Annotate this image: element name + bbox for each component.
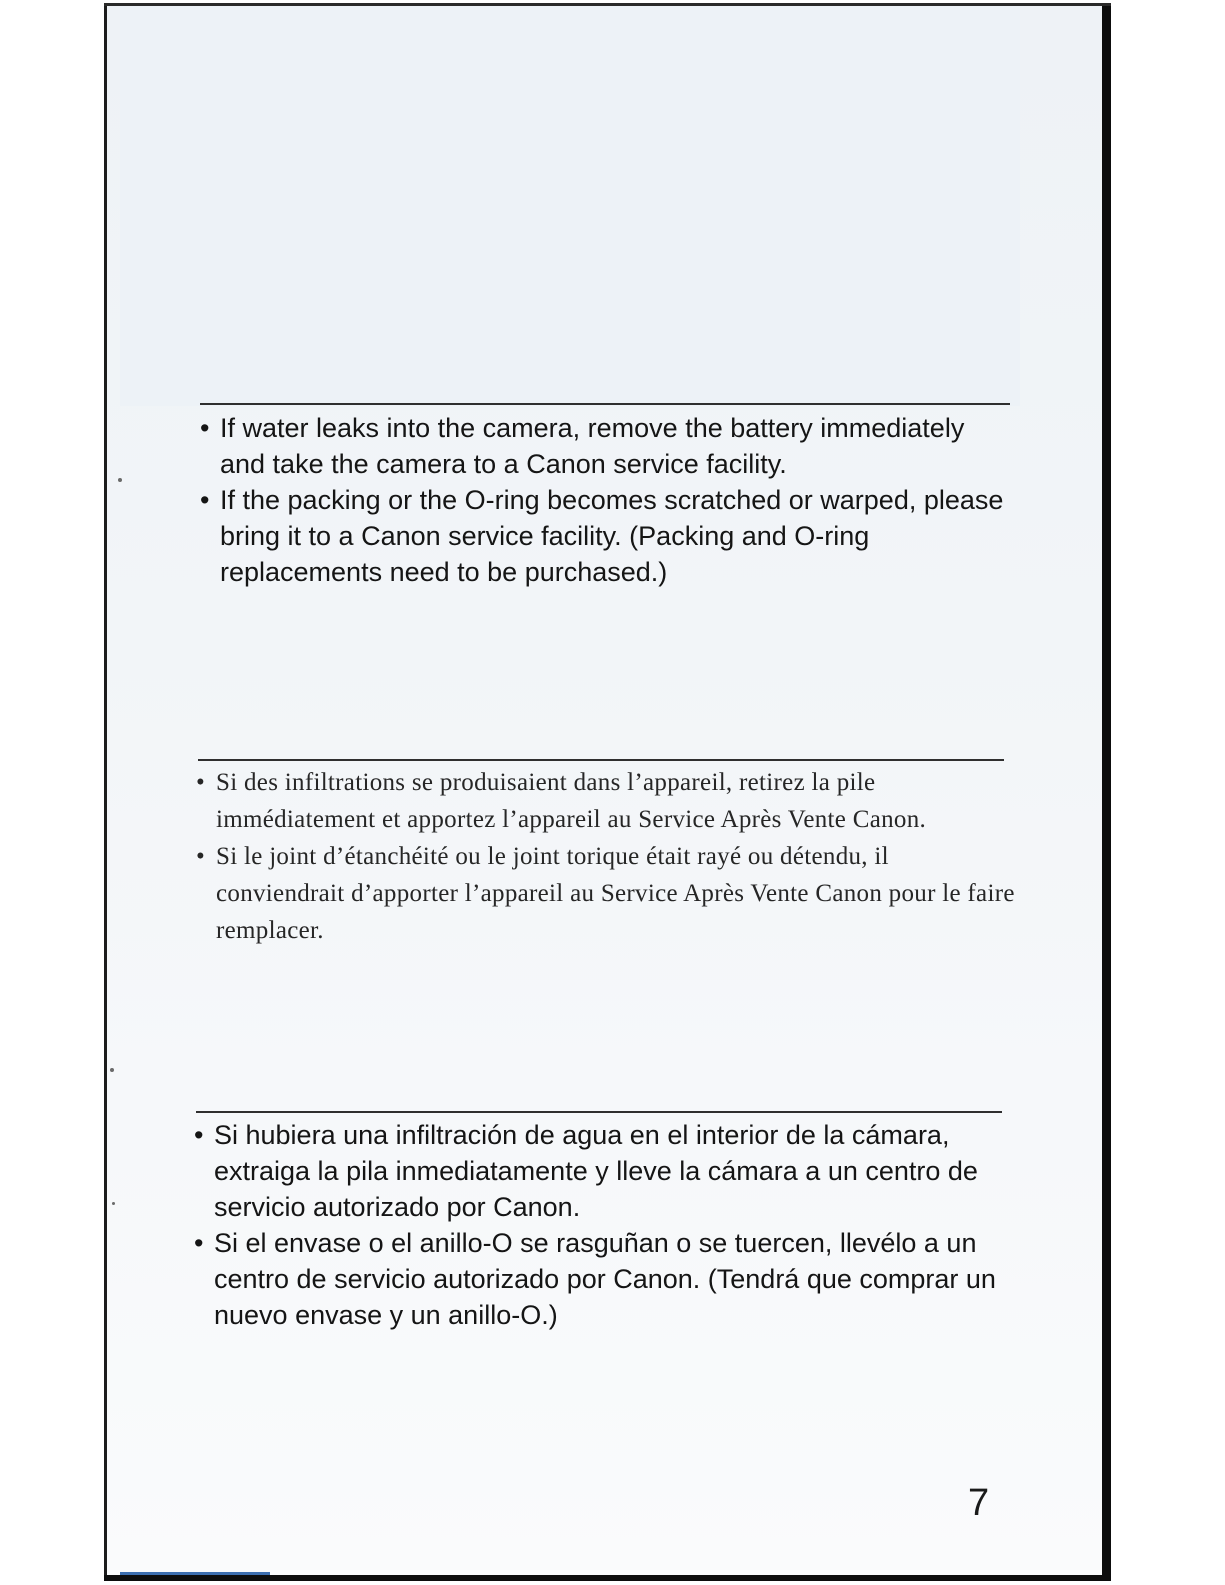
section-divider-french xyxy=(198,759,1004,761)
english-bullet-2: • If the packing or the O-ring becomes scratched or warped, please bring it to a Canon service facility. (Packing and O-ring replacements need to be purchased.) xyxy=(200,482,1010,590)
french-bullet-1: • Si des infiltrations se produisaient dans l’appareil, retirez la pile immédiatement et apportez l’appareil au Service Après Vente Canon. xyxy=(196,764,1016,838)
english-bullet-1: • If water leaks into the camera, remove the battery immediately and take the camera to a Canon service facility. xyxy=(200,410,1010,482)
scan-edge-left xyxy=(104,6,107,1581)
page-tint xyxy=(120,6,1020,406)
scan-speck xyxy=(110,1068,114,1072)
scan-speck xyxy=(112,1202,115,1205)
section-french xyxy=(196,764,1016,949)
scan-edge-top xyxy=(104,3,1111,6)
section-english xyxy=(200,410,1010,590)
spanish-bullet-2: • Si el envase o el anillo-O se rasguñan o se tuercen, llevélo a un centro de servicio autorizado por Canon. (Tendrá que comprar un nuevo envase y un anillo-O.) xyxy=(194,1225,1014,1333)
scan-edge-bottom xyxy=(104,1575,1111,1581)
scan-speck xyxy=(118,478,122,482)
section-spanish xyxy=(194,1117,1014,1333)
section-divider-english xyxy=(200,403,1010,405)
section-divider-spanish xyxy=(196,1111,1002,1113)
page-number: 7 xyxy=(968,1482,990,1524)
scan-mark xyxy=(120,1572,270,1575)
french-bullet-2: • Si le joint d’étanchéité ou le joint torique était rayé ou détendu, il conviendrait d’apporter l’appareil au Service Après Vente Canon pour le faire remplacer. xyxy=(196,838,1016,949)
scan-edge-right xyxy=(1102,6,1111,1581)
spanish-bullet-1: • Si hubiera una infiltración de agua en el interior de la cámara, extraiga la pila inmediatamente y lleve la cámara a un centro de servicio autorizado por Canon. xyxy=(194,1117,1014,1225)
